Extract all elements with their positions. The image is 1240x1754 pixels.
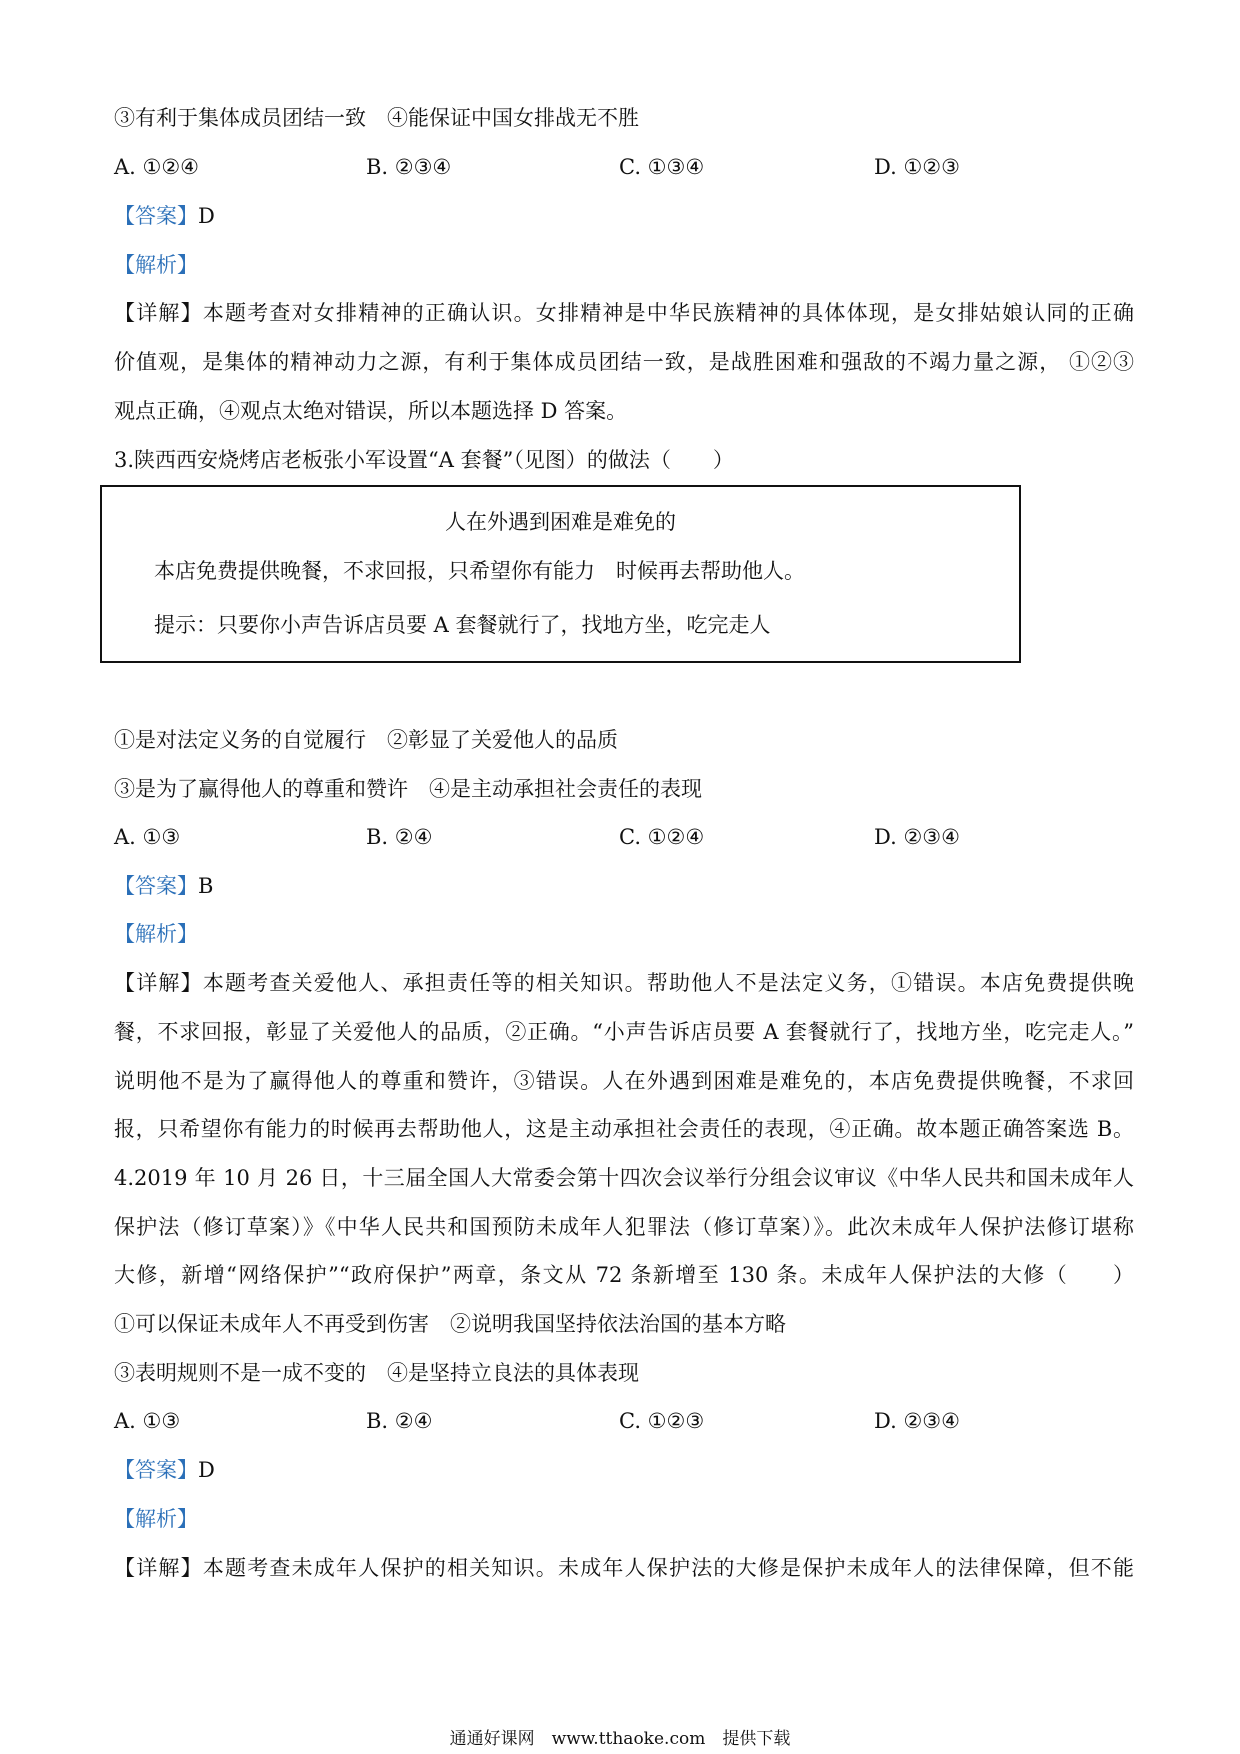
- detail-text: 本题考查对女排精神的正确认识。女排精神是中华民族精神的具体体现，是女排姑娘认同的正确: [202, 301, 1135, 325]
- q3-box-line-2: 提示：只要你小声告诉店员要 A 套餐就行了，找地方坐，吃完走人: [154, 613, 771, 637]
- q2-choice-b: B. ②③④: [366, 155, 452, 179]
- answer-tag: 【答案】: [114, 874, 198, 898]
- answer-value: D: [198, 1458, 215, 1482]
- q4-choice-d: D. ②③④: [874, 1409, 960, 1433]
- q2-option-line: ③有利于集体成员团结一致 ④能保证中国女排战无不胜: [114, 106, 639, 130]
- q2-choice-c: C. ①③④: [619, 155, 705, 179]
- page-footer: 通通好课网 www.tthaoke.com 提供下载: [449, 1729, 791, 1749]
- q3-choice-c: C. ①②④: [619, 825, 705, 849]
- q4-detail-line-1: [114, 1553, 1134, 1583]
- q4-analysis-tag: 【解析】: [114, 1507, 198, 1531]
- q3-answer: [114, 871, 213, 901]
- q2-detail-line-3: 观点正确，④观点太绝对错误，所以本题选择 D 答案。: [114, 399, 628, 423]
- q3-box-line-1: 本店免费提供晚餐，不求回报，只希望你有能力 时候再去帮助他人。: [154, 559, 805, 583]
- q3-stem: 3.陕西西安烧烤店老板张小军设置“A 套餐”（见图）的做法（ ）: [114, 448, 734, 472]
- q4-stem-line-1: 4.2019 年 10 月 26 日，十三届全国人大常委会第十四次会议举行分组会议审议《中华人民共和国未成年人: [114, 1166, 1134, 1190]
- q3-detail-line-2: 餐，不求回报，彰显了关爱他人的品质，②正确。“小声告诉店员要 A 套餐就行了，找地方坐，吃完走人。”: [114, 1020, 1134, 1044]
- q3-analysis-tag: 【解析】: [114, 922, 198, 946]
- q4-stem-line-2: 保护法（修订草案）》《中华人民共和国预防未成年人犯罪法（修订草案）》。此次未成年人保护法修订堪称: [114, 1215, 1134, 1239]
- answer-value: B: [198, 874, 214, 898]
- q4-choice-b: B. ②④: [366, 1409, 433, 1433]
- answer-tag: 【答案】: [114, 204, 198, 228]
- detail-tag: 【详解】: [114, 971, 203, 995]
- answer-tag: 【答案】: [114, 1458, 198, 1482]
- q4-option-line-2: ③表明规则不是一成不变的 ④是坚持立良法的具体表现: [114, 1361, 639, 1385]
- q3-choice-a: A. ①③: [114, 825, 181, 849]
- q4-choice-a: A. ①③: [114, 1409, 181, 1433]
- q3-detail-line-4: 报，只希望你有能力的时候再去帮助他人，这是主动承担社会责任的表现，④正确。故本题正确答案选 B。: [114, 1117, 1134, 1141]
- q3-option-line-2: ③是为了赢得他人的尊重和赞许 ④是主动承担社会责任的表现: [114, 777, 702, 801]
- q3-notice-box: [100, 485, 1021, 663]
- detail-text: 本题考查未成年人保护的相关知识。未成年人保护法的大修是保护未成年人的法律保障，但不能: [202, 1556, 1135, 1580]
- detail-tag: 【详解】: [114, 301, 203, 325]
- q2-answer: [114, 201, 215, 231]
- q4-answer: [114, 1455, 215, 1485]
- q3-box-title: 人在外遇到困难是难免的: [445, 510, 676, 534]
- q3-detail-line-1: [114, 968, 1134, 998]
- q3-choice-b: B. ②④: [366, 825, 433, 849]
- q2-detail-line-1: [114, 298, 1134, 328]
- detail-tag: 【详解】: [114, 1556, 203, 1580]
- q4-stem-line-3: 大修，新增“网络保护”“政府保护”两章，条文从 72 条新增至 130 条。未成年人保护法的大修（ ）: [114, 1263, 1134, 1287]
- q3-option-line-1: ①是对法定义务的自觉履行 ②彰显了关爱他人的品质: [114, 728, 618, 752]
- q2-choice-a: A. ①②④: [114, 155, 199, 179]
- detail-text: 本题考查关爱他人、承担责任等的相关知识。帮助他人不是法定义务，①错误。本店免费提供晚: [202, 971, 1135, 995]
- q2-analysis-tag: 【解析】: [114, 253, 198, 277]
- q4-option-line-1: ①可以保证未成年人不再受到伤害 ②说明我国坚持依法治国的基本方略: [114, 1312, 786, 1336]
- q3-choice-d: D. ②③④: [874, 825, 960, 849]
- answer-value: D: [198, 204, 215, 228]
- q3-detail-line-3: 说明他不是为了赢得他人的尊重和赞许，③错误。人在外遇到困难是难免的，本店免费提供晚餐，不求回: [114, 1069, 1134, 1093]
- q2-choice-d: D. ①②③: [874, 155, 960, 179]
- q2-detail-line-2: 价值观，是集体的精神动力之源，有利于集体成员团结一致，是战胜困难和强敌的不竭力量之源， ①②③: [114, 350, 1134, 374]
- q4-choice-c: C. ①②③: [619, 1409, 705, 1433]
